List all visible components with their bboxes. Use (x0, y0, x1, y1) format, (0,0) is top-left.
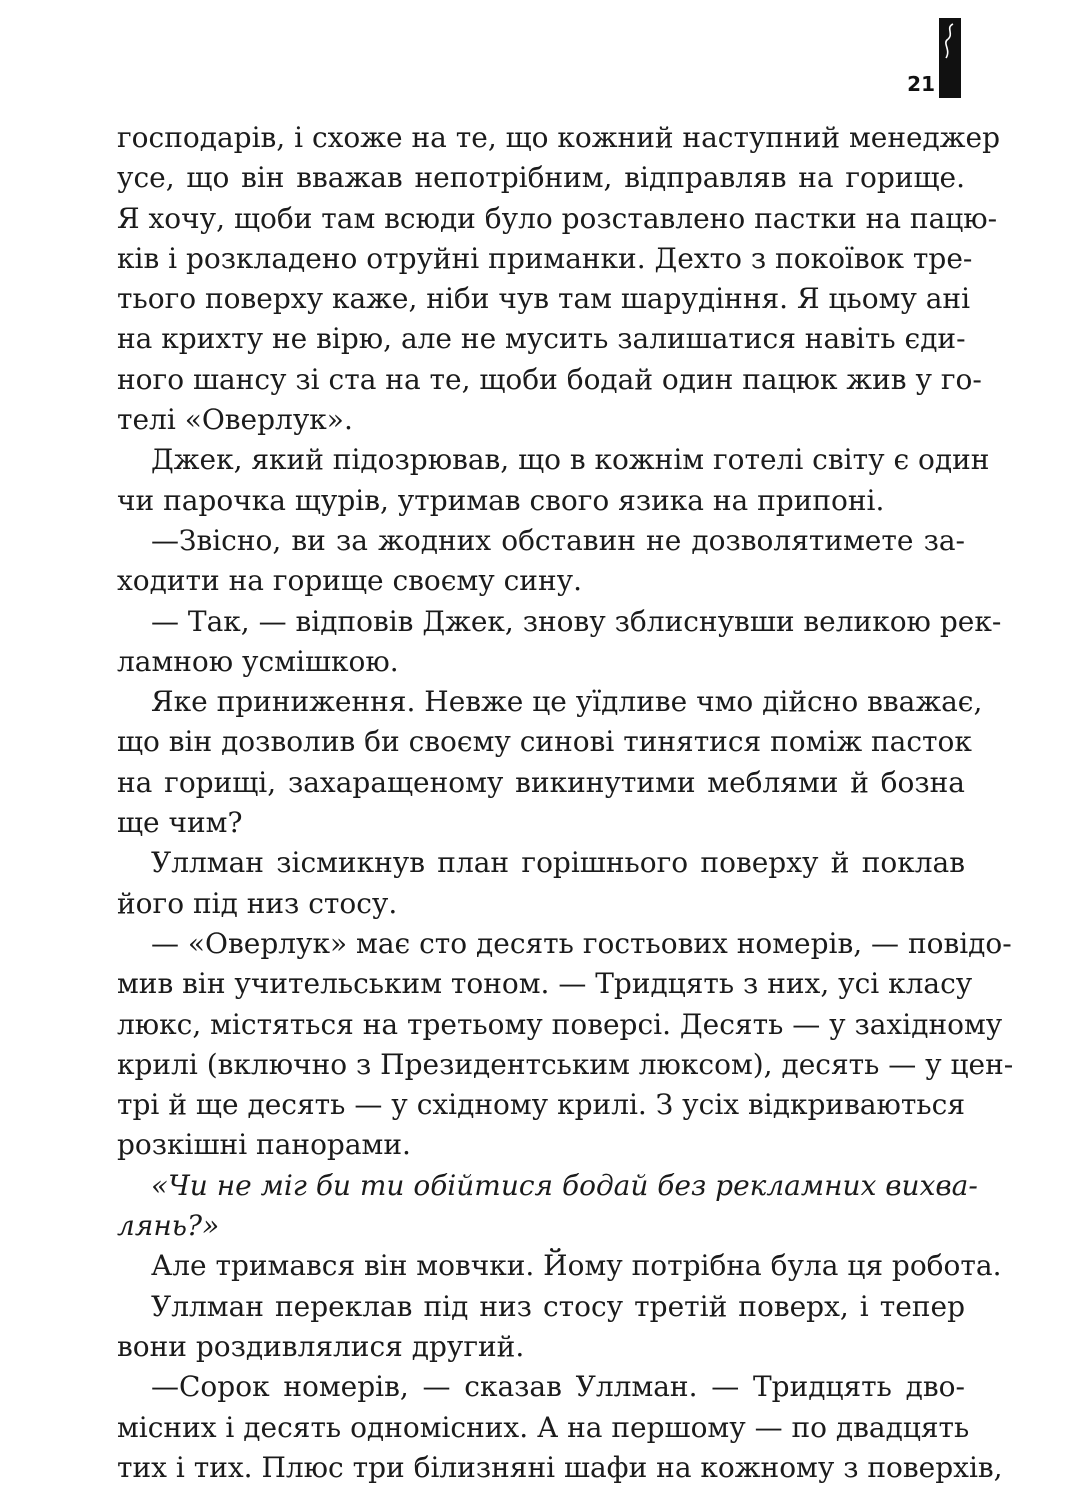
text-line: ходити на горище своєму сину. (117, 564, 582, 598)
text-line: Уллман переклав під низ стосу третій поверх, і тепер (151, 1289, 965, 1323)
text-line: крилі (включно з Президентським люксом), десять — у цен- (117, 1047, 1014, 1081)
body-text (117, 118, 1014, 1488)
page-number: 21 (907, 72, 935, 96)
text-line: телі «Оверлук». (117, 403, 353, 437)
text-line: лянь?» (117, 1209, 220, 1243)
text-line: місних і десять одномісних. А на першому — по двадцять (117, 1410, 970, 1444)
text-line: тього поверху каже, ніби чув там шарудіння. Я цьому ані (117, 282, 971, 316)
text-line: ного шансу зі ста на те, щоби бодай один пацюк жив у го- (117, 362, 982, 396)
text-line: — «Оверлук» має сто десять гостьових номерів, — повідо- (151, 926, 1012, 960)
text-line: —Звісно, ви за жодних обставин не дозволятимете за- (151, 523, 965, 557)
text-line: ків і розкладено отруйні приманки. Дехто з покоївок тре- (117, 241, 973, 275)
text-line: тих і тих. Плюс три білизняні шафи на кожному з поверхів, (117, 1450, 1003, 1484)
text-line: Уллман зісмикнув план горішнього поверху й поклав (151, 846, 965, 880)
text-line: —Сорок номерів, — сказав Уллман. — Тридцять дво- (151, 1370, 965, 1404)
text-line: Але тримався він мовчки. Йому потрібна була ця робота. (151, 1249, 1002, 1283)
text-line: Яке приниження. Невже це уїдливе чмо дійсно вважає, (151, 685, 983, 719)
text-line: мив він учительським тоном. — Тридцять з них, усі класу (117, 967, 973, 1001)
page-header (907, 18, 961, 98)
text-line: Джек, який підозрював, що в кожнім готелі світу є один (151, 443, 990, 477)
text-line: вони роздивлялися другий. (117, 1329, 525, 1363)
text-line: ще чим? (117, 806, 243, 840)
text-line: його під низ стосу. (117, 886, 398, 920)
text-line: розкішні панорами. (117, 1128, 411, 1162)
text-line: на крихту не вірю, але не мусить залишатися навіть єди- (117, 322, 966, 356)
text-line: люкс, містяться на третьому поверсі. Десять — у західному (117, 1007, 1003, 1041)
text-line: усе, що він вважав непотрібним, відправляв на горище. (117, 161, 965, 195)
text-line: — Так, — відповів Джек, знову зблиснувши великою рек- (151, 604, 1002, 638)
emblem-glyph-icon (941, 22, 959, 62)
running-head-emblem (939, 18, 961, 98)
text-line: чи парочка щурів, утримав свого язика на припоні. (117, 483, 885, 517)
text-line: трі й ще десять — у східному крилі. З усіх відкриваються (117, 1088, 965, 1122)
text-line: Я хочу, щоби там всюди було розставлено пастки на пацю- (117, 201, 998, 235)
text-line: господарів, і схоже на те, що кожний наступний менеджер (117, 121, 1001, 154)
text-line: «Чи не міг би ти обійтися бодай без рекламних вихва- (151, 1168, 978, 1202)
text-line: ламною усмішкою. (117, 644, 399, 678)
text-line: що він дозволив би своєму синові тинятися поміж пасток (117, 725, 972, 759)
text-line: на горищі, захаращеному викинутими меблями й бозна (117, 765, 965, 799)
